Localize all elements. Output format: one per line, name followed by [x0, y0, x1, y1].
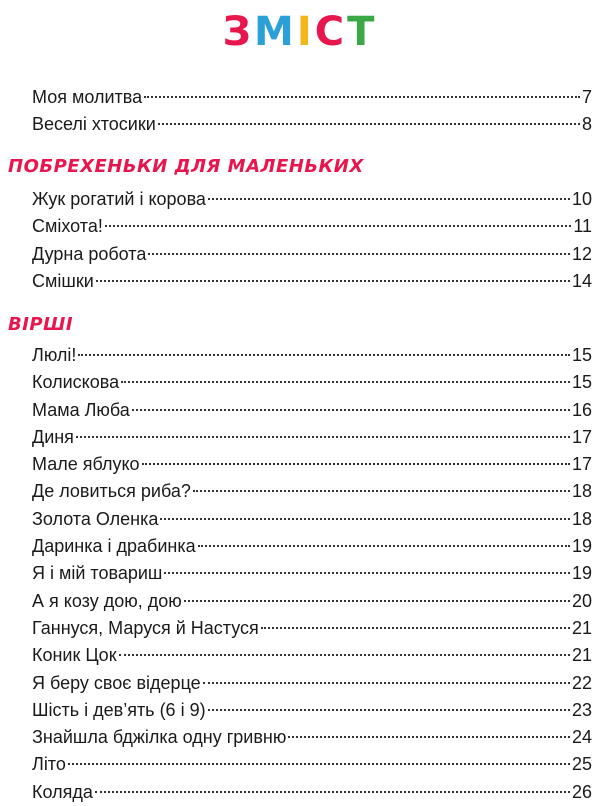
toc-entry-title: Диня [32, 426, 74, 447]
toc-entry-title: Ганнуся, Маруся й Настуся [32, 617, 259, 638]
toc-entry[interactable] [32, 451, 592, 478]
toc-entry[interactable] [32, 615, 592, 642]
toc-entry-page: 26 [571, 781, 592, 802]
dot-leader [198, 545, 570, 547]
toc-entry-title: Коник Цок [32, 645, 117, 666]
toc-entry[interactable] [32, 697, 592, 724]
toc-entry-title: Мале яблуко [32, 454, 140, 475]
toc-entry[interactable] [32, 111, 592, 138]
toc-entry-page: 22 [571, 672, 592, 693]
dot-leader [105, 225, 571, 227]
toc-entry-title: Жук рогатий і корова [32, 189, 206, 209]
toc-entry-title: Я і мій товариш [32, 563, 163, 584]
dot-leader [208, 709, 570, 711]
toc-entry[interactable] [32, 424, 592, 451]
toc-entry[interactable] [32, 241, 592, 268]
toc-entry-page: 10 [571, 189, 592, 209]
dot-leader [158, 123, 580, 125]
toc-intro [32, 84, 592, 139]
toc-entry-page: 17 [571, 454, 592, 475]
toc-entry-title: А я козу дою, дою [32, 590, 182, 611]
dot-leader [193, 490, 570, 492]
dot-leader [288, 736, 570, 738]
toc-entry[interactable] [32, 670, 592, 697]
dot-leader [95, 791, 570, 793]
toc-entry-page: 15 [571, 345, 592, 365]
dot-leader [144, 96, 580, 98]
toc-entry[interactable] [32, 533, 592, 560]
toc-entry[interactable] [32, 560, 592, 587]
toc-entry-page: 25 [571, 754, 592, 775]
toc-entry-title: Де ловиться риба? [32, 481, 191, 502]
toc-section-2 [32, 342, 592, 806]
dot-leader [119, 654, 570, 656]
toc-entry-page: 15 [571, 372, 592, 393]
dot-leader [76, 436, 570, 438]
toc-entry-title: Колискова [32, 372, 120, 393]
toc-entry-page: 21 [571, 645, 592, 666]
dot-leader [142, 463, 570, 465]
toc-entry[interactable] [32, 397, 592, 424]
toc-entry[interactable] [32, 724, 592, 751]
toc-entry-page: 23 [571, 699, 592, 720]
toc-entry-page: 8 [581, 114, 592, 135]
section-heading: ПОБРЕХЕНЬКИ ДЛЯ МАЛЕНЬКИХ [8, 156, 364, 177]
toc-entry[interactable] [32, 342, 592, 369]
toc-section-1 [32, 186, 592, 295]
toc-entry-page: 12 [571, 243, 592, 264]
toc-entry-page: 18 [571, 508, 592, 529]
title-letter: С [314, 9, 348, 55]
toc-entry-page: 24 [571, 727, 592, 748]
toc-entry[interactable] [32, 369, 592, 396]
toc-entry[interactable] [32, 642, 592, 669]
toc-entry-title: Коляда [32, 781, 93, 802]
title-letter: І [296, 9, 315, 55]
title-letter: Т [347, 9, 378, 55]
toc-entry[interactable] [32, 779, 592, 806]
toc-entry-page: 17 [571, 426, 592, 447]
toc-entry[interactable] [32, 84, 592, 111]
toc-entry-page: 18 [571, 481, 592, 502]
toc-entry-page: 11 [573, 216, 592, 237]
toc-entry-title: Даринка і драбинка [32, 536, 196, 557]
dot-leader [164, 572, 570, 574]
dot-leader [121, 381, 570, 383]
toc-entry-title: Золота Оленка [32, 508, 159, 529]
toc-entry-title: Сміхота! [32, 216, 103, 237]
toc-entry[interactable] [32, 478, 592, 505]
dot-leader [261, 627, 570, 629]
toc-entry-title: Знайшла бджілка одну гривню [32, 727, 287, 748]
toc-entry-page: 20 [571, 590, 592, 611]
toc-entry-title: Мама Люба [32, 399, 130, 420]
toc-entry-page: 19 [571, 563, 592, 584]
dot-leader [68, 763, 570, 765]
toc-entry-title: Шість і дев’ять (6 і 9) [32, 699, 206, 720]
toc-entry[interactable] [32, 268, 592, 295]
dot-leader [203, 682, 570, 684]
section-heading: ВІРШІ [8, 314, 74, 335]
toc-entry-title: Літо [32, 754, 66, 775]
title-letter: З [222, 9, 255, 55]
toc-entry-title: Смішки [32, 270, 94, 291]
toc-entry[interactable] [32, 751, 592, 778]
toc-entry-page: 7 [581, 87, 592, 107]
dot-leader [184, 600, 570, 602]
toc-entry-title: Я беру своє відерце [32, 672, 201, 693]
toc-entry-page: 16 [571, 399, 592, 420]
dot-leader [208, 198, 570, 200]
toc-entry-title: Люлі! [32, 345, 77, 365]
toc-entry-title: Моя молитва [32, 87, 143, 107]
toc-entry-page: 19 [571, 536, 592, 557]
dot-leader [160, 518, 570, 520]
page-title [0, 8, 600, 56]
toc-entry[interactable] [32, 213, 592, 240]
toc-entry-title: Веселі хтосики [32, 114, 156, 135]
toc-entry[interactable] [32, 588, 592, 615]
toc-entry-title: Дурна робота [32, 243, 147, 264]
title-letter: М [254, 9, 297, 55]
dot-leader [148, 253, 570, 255]
toc-entry[interactable] [32, 506, 592, 533]
dot-leader [132, 409, 570, 411]
toc-entry-page: 21 [571, 617, 592, 638]
dot-leader [96, 280, 570, 282]
toc-entry[interactable] [32, 186, 592, 213]
toc-entry-page: 14 [571, 270, 592, 291]
dot-leader [78, 354, 570, 356]
